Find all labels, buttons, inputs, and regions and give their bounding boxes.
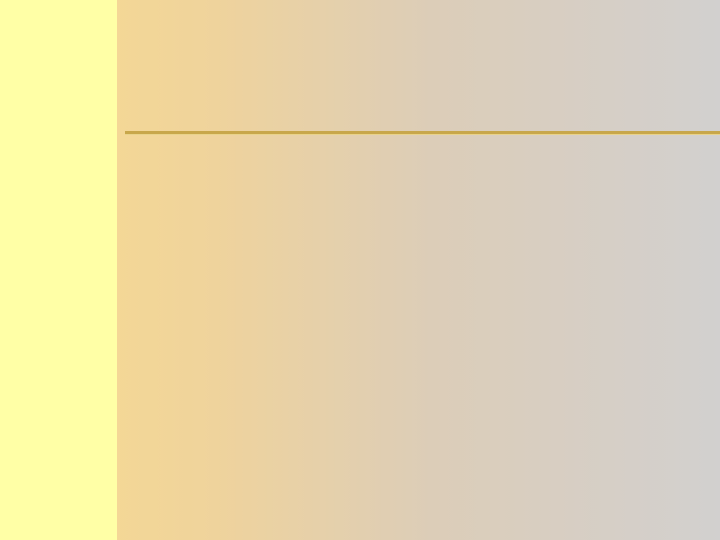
decoration-layer <box>0 0 120 540</box>
title-divider <box>125 131 720 134</box>
